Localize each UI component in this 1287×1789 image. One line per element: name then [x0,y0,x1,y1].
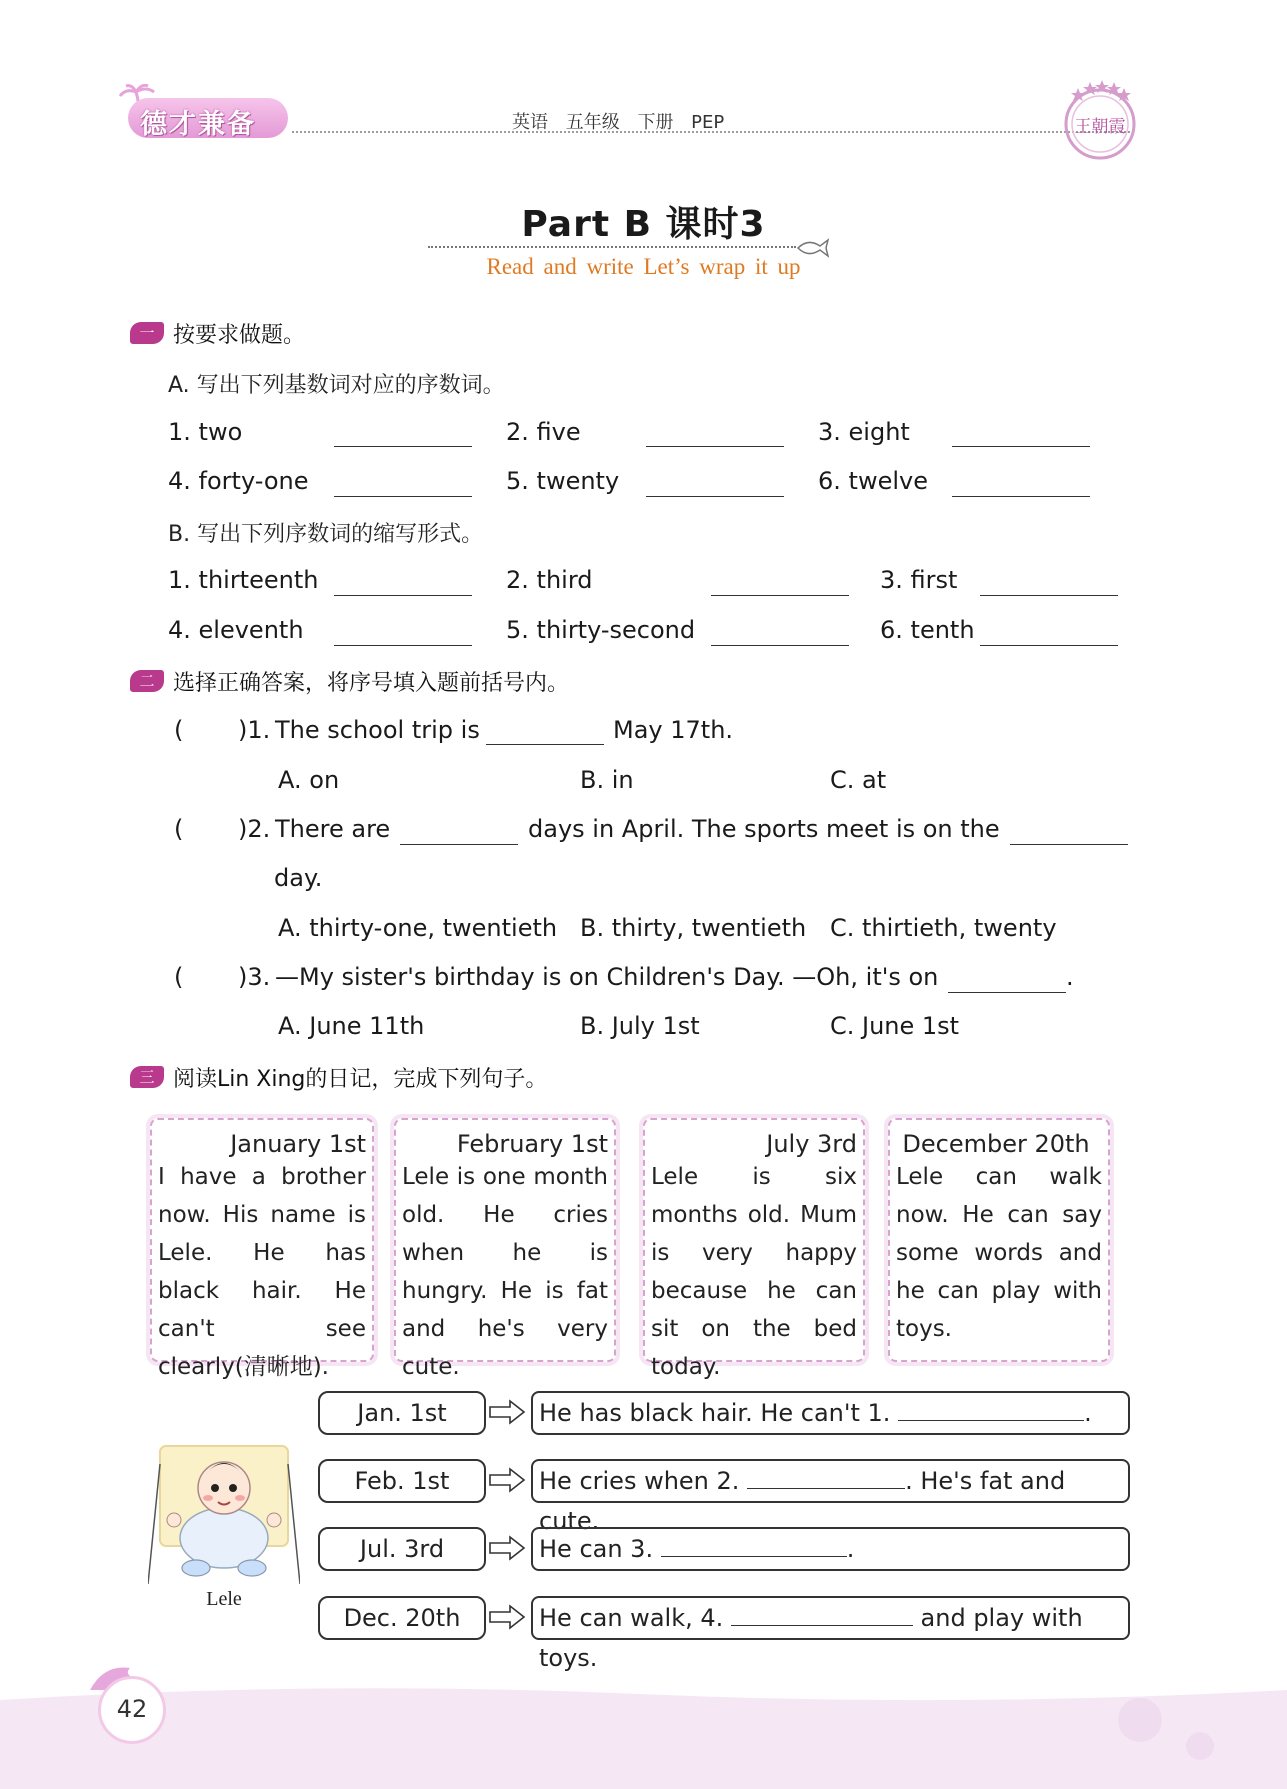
logo-text: 德才兼备 [140,109,256,140]
partA-blank-3[interactable] [952,420,1090,447]
row3-arrow-icon [488,1535,526,1561]
diary-card-3-date: July 3rd [766,1130,857,1158]
partB-blank-3[interactable] [980,569,1118,596]
section1-partB-instruction: B. 写出下列序数词的缩写形式。 [168,522,484,547]
q2-text-middle: days in April. The sports meet is on the [528,815,1000,843]
q3-option-b: B. July 1st [580,1012,700,1040]
partA-item-4: 4. forty-one [168,467,309,495]
diary-card-1-date: January 1st [230,1130,366,1158]
q1-option-c: C. at [830,766,887,794]
footer-wave [0,1680,1287,1789]
q3-open-paren: ( [174,963,184,991]
partB-blank-1[interactable] [334,569,472,596]
partA-item-5: 5. twenty [506,467,620,495]
diary-card-1-text: I have a brother now. His name is Lele. He has black hair. He can't see clearly(清晰地). [158,1164,366,1380]
q3-option-c: C. June 1st [830,1012,960,1040]
row1-date: Jan. 1st [318,1391,486,1435]
row4-date: Dec. 20th [318,1596,486,1640]
row1-blank[interactable] [898,1398,1084,1421]
brand-seal [1060,74,1140,164]
page-title: Part B 课时3 [521,204,766,245]
q1-number: )1. [238,716,271,744]
q2-blank-2 [1010,818,1128,845]
row2-blank[interactable] [747,1466,905,1489]
q1-answer-slot[interactable] [190,718,236,744]
row4-text-after: and play with toys. [539,1604,1083,1672]
q3-text-before: —My sister's birthday is on Children's Day. —Oh, it's on [275,963,939,991]
q2-answer-slot[interactable] [190,818,236,844]
row1-text-after: . [1084,1399,1092,1427]
q2-option-a: A. thirty-one, twentieth [278,914,558,942]
row2-arrow-icon [488,1467,526,1493]
section1-title: 按要求做题。 [173,323,306,348]
partB-item-1: 1. thirteenth [168,566,319,594]
q2-option-c: C. thirtieth, twenty [830,914,1057,942]
row2-date: Feb. 1st [318,1459,486,1503]
partB-blank-6[interactable] [980,619,1118,646]
diary-card-4-date: December 20th [902,1130,1090,1158]
brand-logo [118,84,294,146]
partA-blank-1[interactable] [334,420,472,447]
partB-blank-4[interactable] [334,619,472,646]
seal-text: 王朝霞 [1074,117,1126,137]
row2-sentence [531,1459,1130,1535]
partA-item-2: 2. five [506,418,581,446]
diary-card-2 [394,1118,616,1380]
row3-text-before: He can 3. [539,1535,654,1563]
partA-item-1: 1. two [168,418,243,446]
row4-text-before: He can walk, 4. [539,1604,724,1632]
section1-badge: 一 [130,322,164,344]
title-rule [428,246,796,248]
row2-text-after: . He's fat and cute. [539,1467,1066,1535]
partA-blank-2[interactable] [646,420,784,447]
q1-blank [486,718,604,745]
section3-badge: 三 [130,1066,164,1088]
diary-card-1 [150,1118,374,1380]
diary-card-2-date: February 1st [456,1130,608,1158]
baby-caption: Lele [206,1588,242,1610]
q3-option-a: A. June 11th [278,1012,425,1040]
row2-text-before: He cries when 2. [539,1467,740,1495]
diary-card-4-text: Lele can walk now. He can say some words and he can play with toys. [896,1164,1102,1342]
q1-text-after: May 17th. [613,716,734,744]
page-number: 42 [98,1676,166,1744]
header-subject-line: 英语 五年级 下册 PEP [512,112,725,133]
partB-item-5: 5. thirty-second [506,616,696,644]
page-subtitle: Read and write Let’s wrap it up [486,254,801,279]
partB-blank-5[interactable] [711,619,849,646]
partA-item-6: 6. twelve [818,467,928,495]
q3-answer-slot[interactable] [190,966,236,992]
partA-blank-4[interactable] [334,470,472,497]
diary-card-2-text: Lele is one month old. He cries when he is hungry. He is fat and he's very cute. [402,1164,608,1380]
q2-text-after: day. [274,864,323,892]
q2-open-paren: ( [174,815,184,843]
partA-blank-6[interactable] [952,470,1090,497]
q1-open-paren: ( [174,716,184,744]
section2-badge: 二 [130,670,164,692]
partB-item-6: 6. tenth [880,616,975,644]
row4-blank[interactable] [731,1603,913,1626]
q2-option-b: B. thirty, twentieth [580,914,807,942]
diary-card-4 [888,1118,1110,1362]
q3-text-after: . [1066,963,1074,991]
partA-blank-5[interactable] [646,470,784,497]
q2-text-before: There are [275,815,391,843]
row1-sentence [531,1391,1130,1435]
row1-text-before: He has black hair. He can't 1. [539,1399,891,1427]
q1-text-before: The school trip is [275,716,480,744]
q1-option-b: B. in [580,766,634,794]
partB-blank-2[interactable] [711,569,849,596]
q1-option-a: A. on [278,766,340,794]
partA-item-3: 3. eight [818,418,910,446]
section2-title: 选择正确答案，将序号填入题前括号内。 [173,671,570,696]
row3-date: Jul. 3rd [318,1527,486,1571]
row4-sentence [531,1596,1130,1672]
partB-item-4: 4. eleventh [168,616,304,644]
diary-card-3 [643,1118,865,1380]
baby-illustration [148,1434,300,1610]
q3-blank [948,966,1066,993]
partB-item-2: 2. third [506,566,593,594]
partB-item-3: 3. first [880,566,958,594]
row3-text-after: . [846,1535,855,1563]
row3-sentence [531,1527,1130,1571]
diary-card-3-text: Lele is six months old. Mum is very happy because he can sit on the bed today. [651,1164,857,1380]
row4-arrow-icon [488,1604,526,1630]
q2-number: )2. [238,815,271,843]
row3-blank[interactable] [661,1534,847,1557]
q2-blank-1 [400,818,518,845]
section1-partA-instruction: A. 写出下列基数词对应的序数词。 [168,373,505,398]
q3-number: )3. [238,963,271,991]
section3-title: 阅读Lin Xing的日记，完成下列句子。 [173,1067,548,1092]
row1-arrow-icon [488,1399,526,1425]
